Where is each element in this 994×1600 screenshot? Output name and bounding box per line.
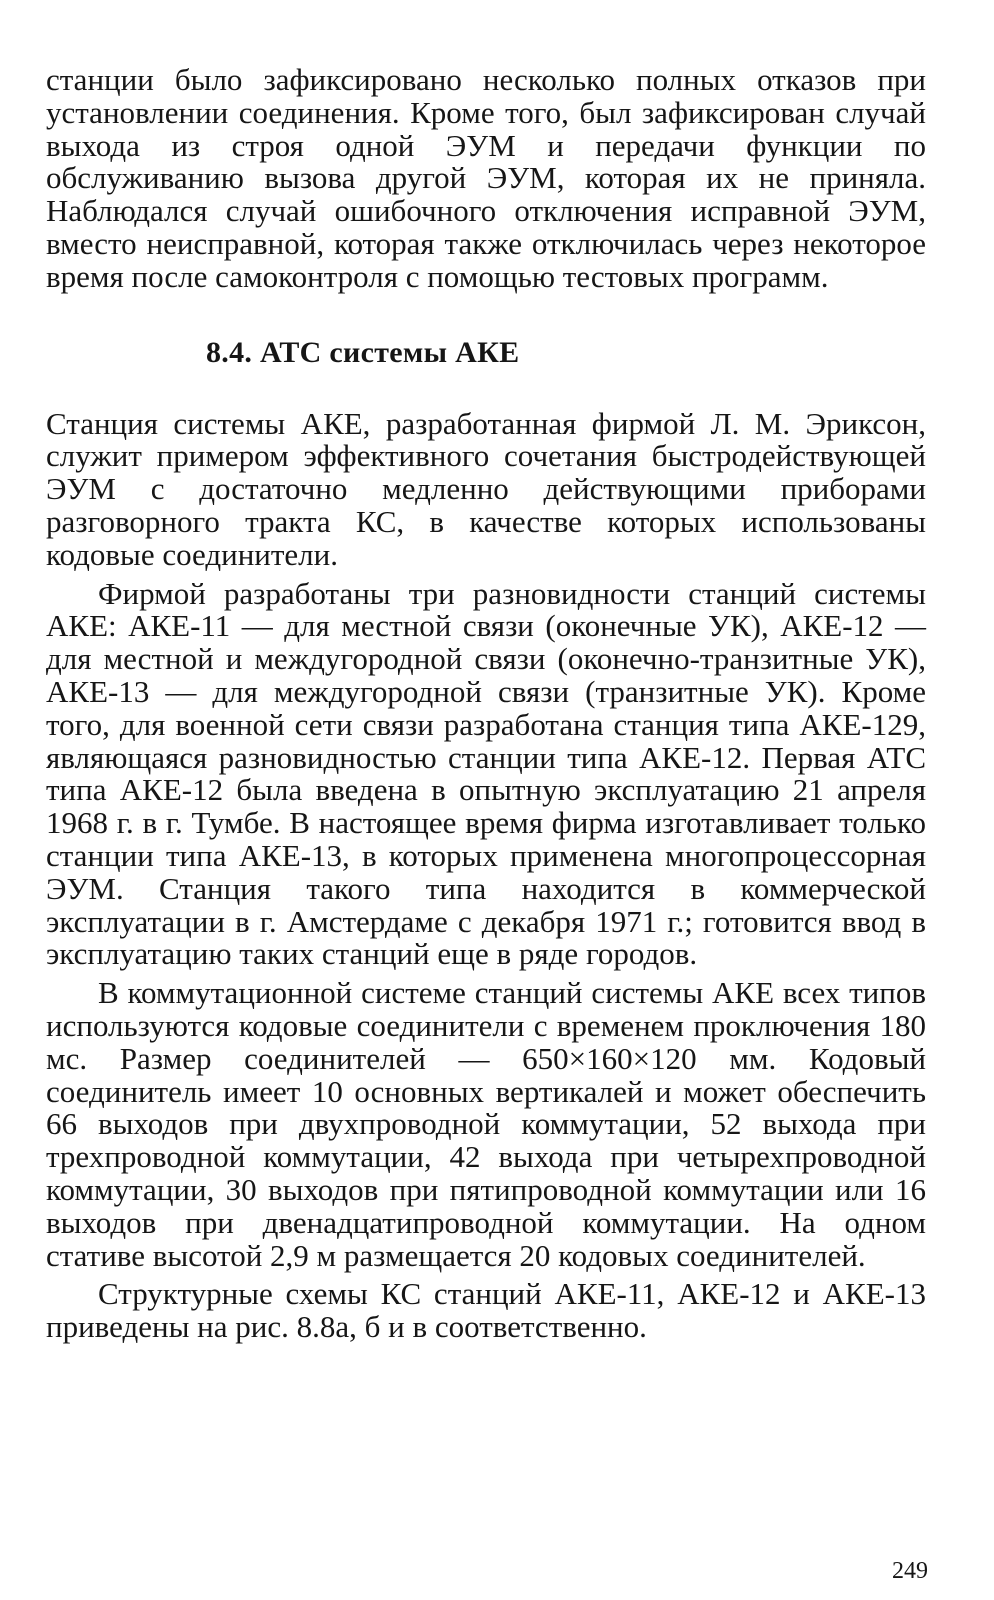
page-number: 249 — [892, 1558, 928, 1584]
section-heading: 8.4. АТС системы АКЕ — [206, 335, 520, 369]
paragraph-continuation: станции было зафиксировано несколько полных отказов при установлении соединения. Кроме того, был зафиксирован случай выхода из строя одной ЭУМ и передачи функции по обслуживанию вызова другой ЭУМ, которая их не приняла. Наблюдался случай ошибочного отключения исправной ЭУМ, вместо неисправной, которая также отключилась через некоторое время после самоконтроля с помощью тестовых программ. — [46, 62, 926, 294]
paragraph-ake-variants: Фирмой разработаны три разновидности станций системы АКЕ: АКЕ-11 — для местной связи (оконечные УК), АКЕ-12 — для местной и междугородной связи (оконечно-транзитные УК), АКЕ-13 — для междугородной связи (транзитные УК). Кроме того, для военной сети связи разработана станция типа АКЕ-129, являющаяся разновидностью станции типа АКЕ-12. Первая АТС типа АКЕ-12 была введена в опытную эксплуатацию 21 апреля 1968 г. в г. Тумбе. В настоящее время фирма изготавливает только станции типа АКЕ-13, в которых применена многопроцессорная ЭУМ. Станция такого типа находится в коммерческой эксплуатации в г. Амстердаме с декабря 1971 г.; готовится ввод в эксплуатацию таких станций еще в ряде городов. — [46, 575, 926, 972]
paragraph-structure-schemes: Структурные схемы КС станций АКЕ-11, АКЕ-12 и АКЕ-13 приведены на рис. 8.8а, б и в соответственно. — [46, 1276, 926, 1345]
paragraph-ake-intro: Станция системы АКЕ, разработанная фирмой Л. М. Эриксон, служит примером эффективного сочетания быстродействующей ЭУМ с достаточно медленно действующими приборами разговорного тракта КС, в качестве которых использованы кодовые соединители. — [46, 405, 926, 572]
paragraph-code-connectors: В коммутационной системе станций системы АКЕ всех типов используются кодовые соединители с временем проключения 180 мс. Размер соединителей — 650×160×120 мм. Кодовый соединитель имеет 10 основных вертикалей и может обеспечить 66 выходов при двухпроводной коммутации, 52 выхода при трехпроводной коммутации, 42 выхода при четырехпроводной коммутации, 30 выходов при пятипроводной коммутации или 16 выходов при двенадцатипроводной коммутации. На одном стативе высотой 2,9 м размещается 20 кодовых соединителей. — [46, 975, 926, 1273]
page-body — [46, 64, 926, 1344]
